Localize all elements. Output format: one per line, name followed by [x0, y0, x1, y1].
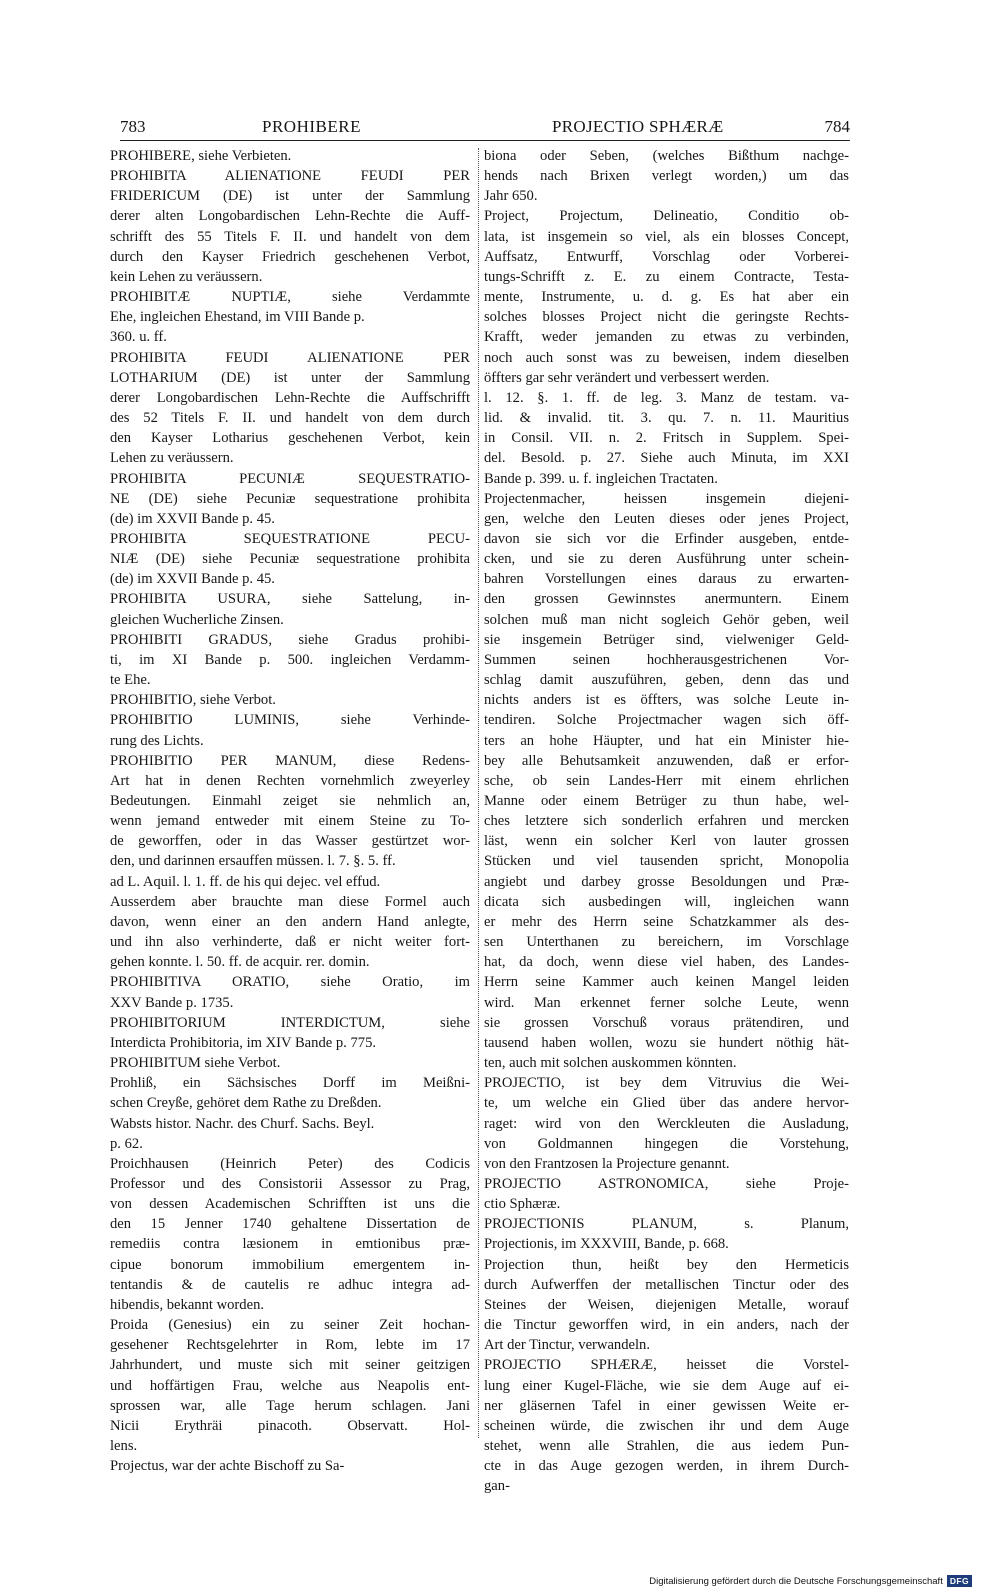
- right-column-text-line: durch Aufwerffen der metallischen Tinctur oder des: [484, 1276, 849, 1293]
- right-column-text-line: ters an hohe Häupter, und hat ein Minister hie-: [484, 732, 849, 749]
- left-column-text-line: Interdicta Prohibitoria, im XIV Bande p. 775.: [110, 1034, 377, 1051]
- left-column-text-line: den 15 Jenner 1740 gehaltene Dissertation de: [110, 1216, 470, 1233]
- left-column-text-line: cipue bonorum immobilium emergentem in-: [110, 1256, 470, 1273]
- right-column-text-line: hat, da doch, wenn diese viel haben, des Landes-: [484, 954, 849, 971]
- right-column-text-line: lung einer Kugel-Fläche, wie sie dem Auge auf ei-: [484, 1377, 849, 1394]
- right-column-text-line: Projectionis, im XXXVIII, Bande, p. 668.: [484, 1236, 729, 1253]
- right-column-text-line: Krafft, weder jemanden zu etwas zu verbinden,: [484, 329, 849, 346]
- left-column-text-line: PROHIBERE, siehe Verbieten.: [110, 148, 292, 164]
- right-column-text-line: in Consil. VII. n. 2. Fritsch in Supplem. Spei-: [484, 430, 849, 447]
- left-column-text-line: de geworffen, oder in das Wasser gestürtzet wor-: [110, 833, 470, 850]
- right-column-text-line: sen Unterthanen zu bereichern, im Vorschlage: [484, 934, 849, 951]
- right-column-text-line: Art der Tinctur, verwandeln.: [484, 1337, 650, 1354]
- left-column-text-line: PROHIBITIO PER MANUM, diese Redens-: [110, 752, 470, 769]
- left-column-text-line: PROHIBITA FEUDI ALIENATIONE PER: [110, 349, 470, 366]
- right-column-text-line: ner gläsernen Tafel in einer gewissen Weite er-: [484, 1397, 849, 1414]
- right-column-text-line: gan-: [484, 1478, 510, 1495]
- right-column-text-line: PROJECTIO SPHÆRÆ, heisset die Vorstel-: [484, 1357, 849, 1374]
- left-column-text-line: hibendis, bekannt worden.: [110, 1296, 265, 1313]
- left-column-text-line: und ihn also verhinderte, daß er nicht weiter fort-: [110, 934, 470, 951]
- left-column-text-line: Professor und des Consistorii Assessor zu Prag,: [110, 1175, 470, 1192]
- right-column-text-line: PROJECTIO ASTRONOMICA, siehe Proje-: [484, 1175, 849, 1192]
- right-column-text-line: tendiren. Solche Projectmacher wagen sich öff-: [484, 712, 849, 729]
- right-column-text-line: sie grossen Vorschuß voraus prätendiren, und: [484, 1014, 849, 1031]
- left-column-text-line: Projectus, war der achte Bischoff zu Sa-: [110, 1458, 345, 1475]
- right-column-text-line: sie insgemein Betrüger sind, vielweniger Geld-: [484, 631, 849, 648]
- right-column-text-line: solches blosses Project nicht die geringste Rechts-: [484, 309, 849, 326]
- left-column-text-line: davon, wenn einer an den andern Hand anlegte,: [110, 913, 470, 930]
- left-column-text-line: Bedeutungen. Einmahl zeiget sie nehmlich an,: [110, 793, 470, 809]
- left-column-text-line: Ehe, ingleichen Ehestand, im VIII Bande p.: [110, 309, 365, 326]
- column-divider: [478, 148, 479, 1438]
- right-column-text-line: mente, Instrumente, u. d. g. Es hat aber ein: [484, 289, 849, 306]
- right-column-text-line: te, um welche ein Glied über das andere hervor-: [484, 1095, 849, 1112]
- right-column-text-line: scheinen würde, die zwischen ihr und dem Auge: [484, 1417, 849, 1434]
- right-column-text-line: gen, welche den Leuten dieses oder jenes Project,: [484, 510, 849, 527]
- footer-credit: Digitalisierung gefördert durch die Deutsche Forschungsgemeinschaft: [649, 1575, 943, 1587]
- left-column-text-line: schrifft des 55 Titels F. II. und handelt von dem: [110, 228, 470, 245]
- right-column-text-line: Herrn seine Kammer auch keinen Mangel leiden: [484, 974, 849, 991]
- left-column-text-line: den, und darinnen ersauffen müssen. l. 7. §. 5. ff.: [110, 853, 396, 870]
- right-column-text-line: nichts anders ist es öffters, was solche Leute in-: [484, 692, 849, 709]
- left-column-text-line: ti, im XI Bande p. 500. ingleichen Verdamm-: [110, 651, 470, 668]
- left-column-text-line: kein Lehen zu veräussern.: [110, 268, 263, 285]
- right-column-text-line: Stücken und viel tausenden spricht, Monopolia: [484, 853, 849, 870]
- digitization-footer: [649, 1575, 972, 1587]
- left-column-text-line: gleichen Wucherliche Zinsen.: [110, 611, 284, 628]
- right-column-text-line: Manne oder einem Betrüger zu thun habe, wel-: [484, 793, 849, 809]
- left-column-text-line: den Kayser Lotharius geschehenen Verbot, kein: [110, 430, 470, 447]
- left-column-text-line: sprossen war, alle Tage herum schlagen. Jani: [110, 1397, 470, 1414]
- left-column-text-line: rung des Lichts.: [110, 732, 204, 749]
- left-column-text-line: (de) im XXVII Bande p. 45.: [110, 510, 275, 527]
- left-column-text-line: p. 62.: [110, 1135, 143, 1152]
- left-column-text-line: Nicii Erythräi pinacoth. Observatt. Hol-: [110, 1417, 470, 1434]
- right-column-text-line: biona oder Seben, (welches Bißthum nachge-: [484, 148, 849, 164]
- left-column-text-line: tentandis & de cautelis re adhuc integra ad-: [110, 1276, 470, 1293]
- right-column-text-line: tungs-Schrifft z. E. zu einem Contracte, Testa-: [484, 268, 849, 285]
- right-column-text-line: dicata sich ausbedingen will, ingleichen wann: [484, 893, 849, 910]
- right-column-text-line: von Goldmannen hingegen die Vorstehung,: [484, 1135, 849, 1152]
- left-column-text-line: NE (DE) siehe Pecuniæ sequestratione prohibita: [110, 490, 470, 507]
- left-column-text-line: Lehen zu veräussern.: [110, 450, 234, 467]
- left-column-text-line: te Ehe.: [110, 672, 151, 689]
- right-column-text-line: bey alle Behutsamkeit anzuwenden, daß er erfor-: [484, 752, 849, 769]
- right-column-text-line: lid. & invalid. tit. 3. qu. 7. n. 11. Mauritius: [484, 410, 849, 427]
- left-column-text-line: PROHIBITA ALIENATIONE FEUDI PER: [110, 168, 470, 185]
- right-column-text-line: wird. Man erkennet ferner solche Leute, wenn: [484, 994, 849, 1011]
- right-column-text-line: Jahr 650.: [484, 188, 538, 205]
- right-column-text-line: cte in das Auge gezogen werden, in ihrem Durch-: [484, 1458, 849, 1475]
- left-column-text-line: gesehener Rechtsgelehrter in Rom, lebte im 17: [110, 1337, 470, 1354]
- left-column-text-line: 360. u. ff.: [110, 329, 167, 346]
- page-header: [120, 117, 850, 139]
- left-column-text-line: remediis contra læsionem in emtionibus præ-: [110, 1236, 470, 1253]
- left-column-text-line: Art hat in denen Rechten vornehmlich zweyerley: [110, 772, 470, 789]
- left-column-text-line: PROHIBITA PECUNIÆ SEQUESTRATIO-: [110, 470, 470, 487]
- right-column-text-line: schlag damit auszuführen, geben, denn das und: [484, 672, 849, 689]
- left-column-text-line: PROHIBITIVA ORATIO, siehe Oratio, im: [110, 974, 470, 991]
- left-column-text-line: derer alten Longobardischen Lehn-Rechte die Auff-: [110, 208, 470, 225]
- right-column-text-line: Auffsatz, Entwurff, Vorschlag oder Vorberei-: [484, 248, 849, 265]
- left-column-text-line: lens.: [110, 1438, 138, 1454]
- left-column-text-line: PROHIBITI GRADUS, siehe Gradus prohibi-: [110, 631, 470, 648]
- right-column-text-line: lata, ist insgemein so viel, als ein blosses Concept,: [484, 228, 849, 245]
- right-column-text-line: Project, Projectum, Delineatio, Conditio ob-: [484, 208, 849, 225]
- left-column-text-line: Ausserdem aber brauchte man diese Formel auch: [110, 893, 470, 910]
- left-column-text-line: gehen konnte. l. 50. ff. de acquir. rer. domin.: [110, 954, 370, 971]
- right-column-text-line: cken, und sie zu deren Ausführung unter schein-: [484, 551, 849, 568]
- right-column-text-line: bahren Vorstellungen eines daraus zu erwarten-: [484, 571, 849, 588]
- right-column-text-line: solchen muß man nicht sogleich Gehör geben, weil: [484, 611, 849, 628]
- left-column-text-line: PROHIBITÆ NUPTIÆ, siehe Verdammte: [110, 289, 470, 306]
- right-column-text-line: PROJECTIONIS PLANUM, s. Planum,: [484, 1216, 849, 1233]
- right-column-text-line: l. 12. §. 1. ff. de leg. 3. Manz de testam. va-: [484, 389, 849, 406]
- left-column-text-line: und hoffärtigen Frau, welche aus Neapolis ent-: [110, 1377, 470, 1394]
- left-column-text-line: Prohliß, ein Sächsisches Dorff im Meißni-: [110, 1075, 470, 1092]
- right-column-text-line: sche, ob sein Landes-Herr mit einem ehrlichen: [484, 772, 849, 789]
- left-column-text-line: wenn jemand entweder mit einem Steine zu To-: [110, 813, 470, 830]
- right-column-text-line: tausend haben wollen, wozu sie hundert nöthig hät-: [484, 1034, 849, 1051]
- left-column-text-line: PROHIBITIO LUMINIS, siehe Verhinde-: [110, 712, 470, 729]
- right-column-text-line: den grossen Gewinnstes anermuntern. Einem: [484, 591, 849, 608]
- left-column-text-line: von dessen Academischen Schrifften ist uns die: [110, 1196, 470, 1213]
- right-column-text-line: die Tinctur geworffen wird, in ein anders, nach der: [484, 1317, 849, 1334]
- left-column-text-line: NIÆ (DE) siehe Pecuniæ sequestratione prohibita: [110, 551, 470, 568]
- left-column-text-line: des 52 Titels F. II. und handelt von dem durch: [110, 410, 470, 427]
- left-column-text-line: PROHIBITIO, siehe Verbot.: [110, 692, 276, 709]
- right-column-text-line: ten, auch mit solchen auskommen könnten.: [484, 1055, 737, 1072]
- right-column-text-line: PROJECTIO, ist bey dem Vitruvius die Wei-: [484, 1075, 849, 1092]
- left-column-text-line: Jahrhundert, und muste sich mit seiner geitzigen: [110, 1357, 470, 1374]
- right-column-text-line: del. Besold. p. 27. Siehe auch Minuta, im XXI: [484, 450, 849, 467]
- right-column-text-line: öffters gar sehr verändert und verbessert werden.: [484, 369, 770, 386]
- page-number-right: 784: [824, 117, 850, 136]
- right-column-text-line: hends nach Brixen verlegt worden,) um das: [484, 168, 849, 185]
- left-column-text-line: schen Creyße, gehöret dem Rathe zu Dreßden.: [110, 1095, 382, 1112]
- left-column-text-line: Proida (Genesius) ein zu seiner Zeit hochan-: [110, 1317, 470, 1334]
- left-column-text-line: PROHIBITA USURA, siehe Sattelung, in-: [110, 591, 470, 608]
- left-column-text-line: durch den Kayser Friedrich geschehenen Verbot,: [110, 248, 470, 265]
- page-number-left: 783: [120, 117, 146, 136]
- left-column-text-line: PROHIBITORIUM INTERDICTUM, siehe: [110, 1014, 470, 1031]
- right-column-text-line: noch auch sonst was zu beweisen, indem dieselben: [484, 349, 849, 366]
- header-rule: [120, 140, 850, 141]
- right-column-text-line: Projectenmacher, heissen insgemein diejeni-: [484, 490, 849, 507]
- running-head-left: PROHIBERE: [262, 117, 361, 136]
- right-column: [484, 146, 849, 1495]
- right-column-text-line: er mehr des Herrn seine Schatzkammer als des-: [484, 913, 849, 930]
- dfg-logo: DFG: [947, 1575, 972, 1587]
- left-column-text-line: PROHIBITUM siehe Verbot.: [110, 1055, 281, 1072]
- right-column-text-line: ches letztere sich sonderlich erfahren und mercken: [484, 813, 849, 830]
- right-column-text-line: läst, wenn ein solcher Kerl von lauter grossen: [484, 833, 849, 850]
- right-column-text-line: Projection thun, heißt bey den Hermeticis: [484, 1256, 849, 1273]
- left-column-text-line: Proichhausen (Heinrich Peter) des Codicis: [110, 1155, 470, 1172]
- right-column-text-line: von den Frantzosen la Projecture genannt.: [484, 1155, 730, 1172]
- left-column-text-line: (de) im XXVII Bande p. 45.: [110, 571, 275, 588]
- right-column-text-line: davon sie sich vor die Erfinder ausgeben, entde-: [484, 530, 849, 547]
- left-column-text-line: Wabsts histor. Nachr. des Churf. Sachs. Beyl.: [110, 1115, 375, 1132]
- left-column-text-line: derer Longobardischen Lehn-Rechte die Auffschrifft: [110, 389, 470, 406]
- right-column-text-line: stehet, wenn alle Strahlen, die aus iedem Pun-: [484, 1438, 849, 1454]
- right-column-text-line: Bande p. 399. u. f. ingleichen Tractaten.: [484, 470, 718, 487]
- running-head-right: PROJECTIO SPHÆRÆ: [552, 117, 724, 136]
- left-column-text-line: PROHIBITA SEQUESTRATIONE PECU-: [110, 530, 470, 547]
- left-column-text-line: ad L. Aquil. l. 1. ff. de his qui dejec. vel effud.: [110, 873, 381, 890]
- right-column-text-line: angiebt und darbey grosse Besoldungen und Præ-: [484, 873, 849, 890]
- right-column-text-line: Summen seinen hochherausgestrichenen Vor-: [484, 651, 849, 668]
- right-column-text-line: raget: wird von den Werckleuten die Ausladung,: [484, 1115, 849, 1132]
- left-column-text-line: FRIDERICUM (DE) ist unter der Sammlung: [110, 188, 470, 205]
- left-column-text-line: LOTHARIUM (DE) ist unter der Sammlung: [110, 369, 470, 386]
- right-column-text-line: Steines der Weisen, diejenigen Metalle, worauf: [484, 1296, 849, 1313]
- left-column-text-line: XXV Bande p. 1735.: [110, 994, 234, 1011]
- left-column: [110, 146, 470, 1475]
- right-column-text-line: ctio Sphæræ.: [484, 1196, 561, 1213]
